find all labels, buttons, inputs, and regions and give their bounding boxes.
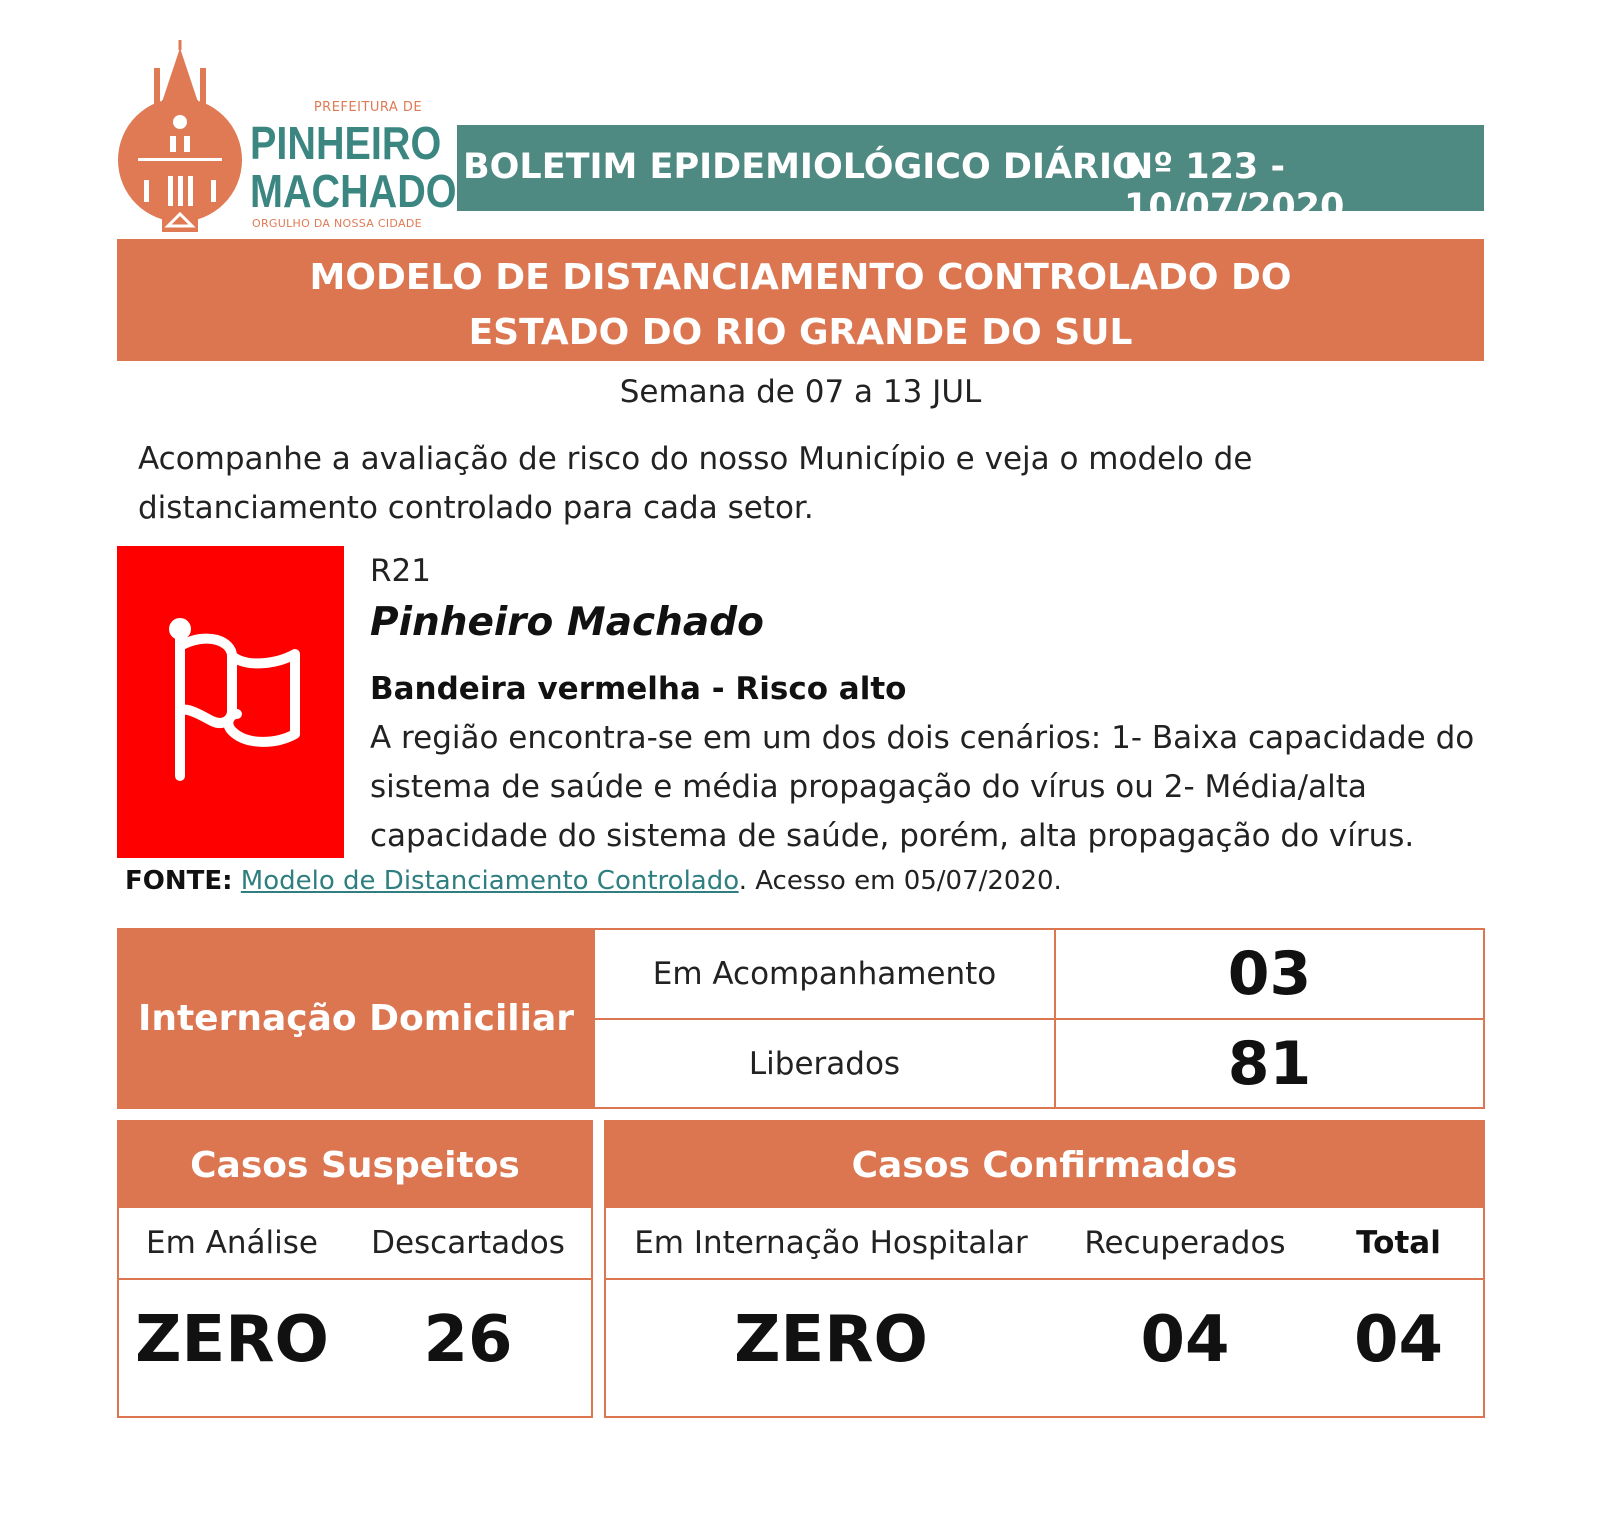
confirmed-column-label: Recuperados <box>1084 1225 1286 1261</box>
intro-text: Acompanhe a avaliação de risco do nosso Município e veja o modelo de distanciamento controlado para cada setor. <box>138 441 1253 526</box>
bulletin-title: BOLETIM EPIDEMIOLÓGICO DIÁRIO <box>463 147 1142 187</box>
home-care-row-value: 81 <box>1227 1029 1312 1099</box>
confirmed-column-label: Total <box>1356 1225 1441 1261</box>
logo-slogan: ORGULHO DA NOSSA CIDADE <box>252 217 422 230</box>
suspected-column-label: Em Análise <box>146 1225 318 1261</box>
suspected-cases-title: Casos Suspeitos <box>119 1122 591 1208</box>
region-code: R21 <box>370 553 431 589</box>
home-care-row-label: Em Acompanhamento <box>652 956 997 992</box>
flag-risk-level: Bandeira vermelha - Risco alto <box>370 671 907 707</box>
banner-line-2: ESTADO DO RIO GRANDE DO SUL <box>468 312 1133 353</box>
banner-line-1: MODELO DE DISTANCIAMENTO CONTROLADO DO <box>309 257 1292 298</box>
suspected-column-value: ZERO <box>135 1303 329 1377</box>
week-range: Semana de 07 a 13 JUL <box>619 374 982 410</box>
flag-icon <box>117 546 344 858</box>
source-label: FONTE: <box>125 866 233 896</box>
home-care-table <box>117 928 1485 1109</box>
church-icon <box>118 40 248 232</box>
confirmed-cases-title: Casos Confirmados <box>606 1122 1483 1208</box>
section-banner <box>117 239 1484 361</box>
confirmed-column-label: Em Internação Hospitalar <box>634 1225 1028 1261</box>
source-note <box>125 866 1062 896</box>
confirmed-column-value: 04 <box>1353 1303 1444 1377</box>
flag-description: A região encontra-se em um dos dois cenários: 1- Baixa capacidade do sistema de saúde e média propagação do vírus ou 2- Média/alta capacidade do sistema de saúde, porém, alta propagação do vírus. <box>370 720 1475 854</box>
city-name: Pinheiro Machado <box>370 600 764 645</box>
red-flag-panel <box>117 546 344 858</box>
logo-prefix: PREFEITURA DE <box>313 100 423 115</box>
bulletin-number-date: Nº 123 - 10/07/2020 <box>1124 147 1345 227</box>
bulletin-header <box>457 125 1484 227</box>
confirmed-column-value: 04 <box>1140 1303 1230 1377</box>
home-care-title: Internação Domiciliar <box>119 930 593 1107</box>
confirmed-column-value: ZERO <box>734 1303 928 1377</box>
suspected-column-value: 26 <box>423 1303 513 1377</box>
logo-word-2: MACHADO <box>250 165 457 217</box>
home-care-row-label: Liberados <box>748 1046 901 1082</box>
logo-word-1: PINHEIRO <box>250 117 442 169</box>
municipality-logo <box>118 40 457 232</box>
source-suffix: . Acesso em 05/07/2020. <box>738 866 1062 896</box>
suspected-cases-table <box>117 1120 593 1418</box>
confirmed-cases-table <box>604 1120 1485 1418</box>
suspected-column-label: Descartados <box>371 1225 565 1261</box>
source-link[interactable]: Modelo de Distanciamento Controlado <box>240 866 739 896</box>
home-care-row-value: 03 <box>1227 939 1312 1009</box>
